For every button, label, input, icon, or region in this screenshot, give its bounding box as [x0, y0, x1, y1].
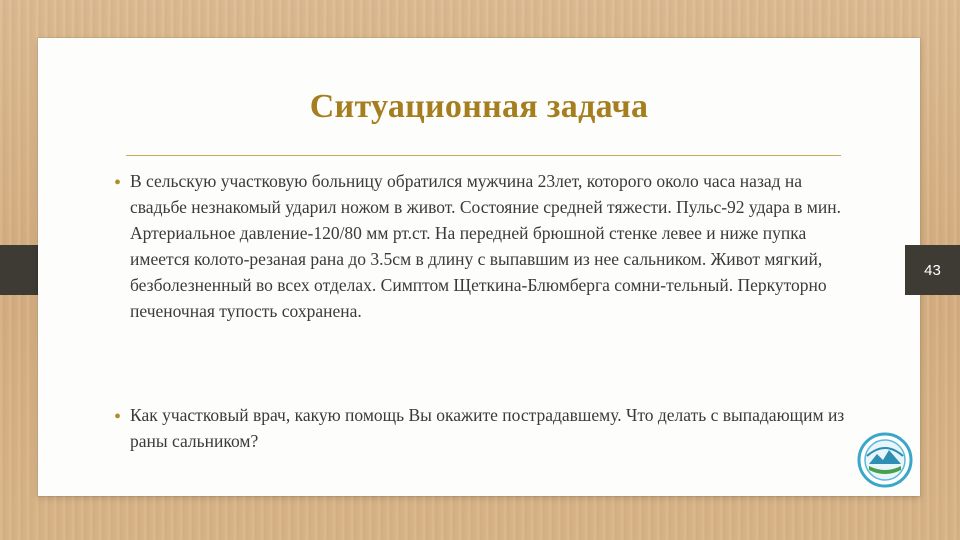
slide-card — [38, 38, 920, 496]
bullet-text-question: Как участковый врач, какую помощь Вы окажите пострадавшему. Что делать с выпадающим из раны сальником? — [130, 405, 845, 451]
university-emblem-icon — [857, 432, 913, 488]
left-edge-tab — [0, 245, 38, 295]
bullet-dot-icon: • — [114, 172, 122, 194]
title-divider — [126, 155, 841, 156]
bullet-item-case — [114, 168, 854, 324]
page-number-badge: 43 — [905, 245, 960, 295]
bullet-text-case: В сельскую участковую больницу обратился мужчина 23лет, которого около часа назад на свадьбе незнакомый ударил ножом в живот. Состояние средней тяжести. Пульс-92 удара в мин. Артериальное давление-120/80 мм рт.ст. На передней брюшной стенке левее и ниже пупка имеется колото-резаная рана до 3.5см в длину с выпавшим из нее сальником. Живот мягкий, безболезненный во всех отделах. Симптом Щеткина-Блюмберга сомни-тельный. Перкуторно печеночная тупость сохранена. — [130, 171, 841, 321]
bullet-item-question — [114, 402, 854, 454]
slide-title: Ситуационная задача — [309, 88, 649, 125]
bullet-dot-icon: • — [114, 406, 122, 428]
